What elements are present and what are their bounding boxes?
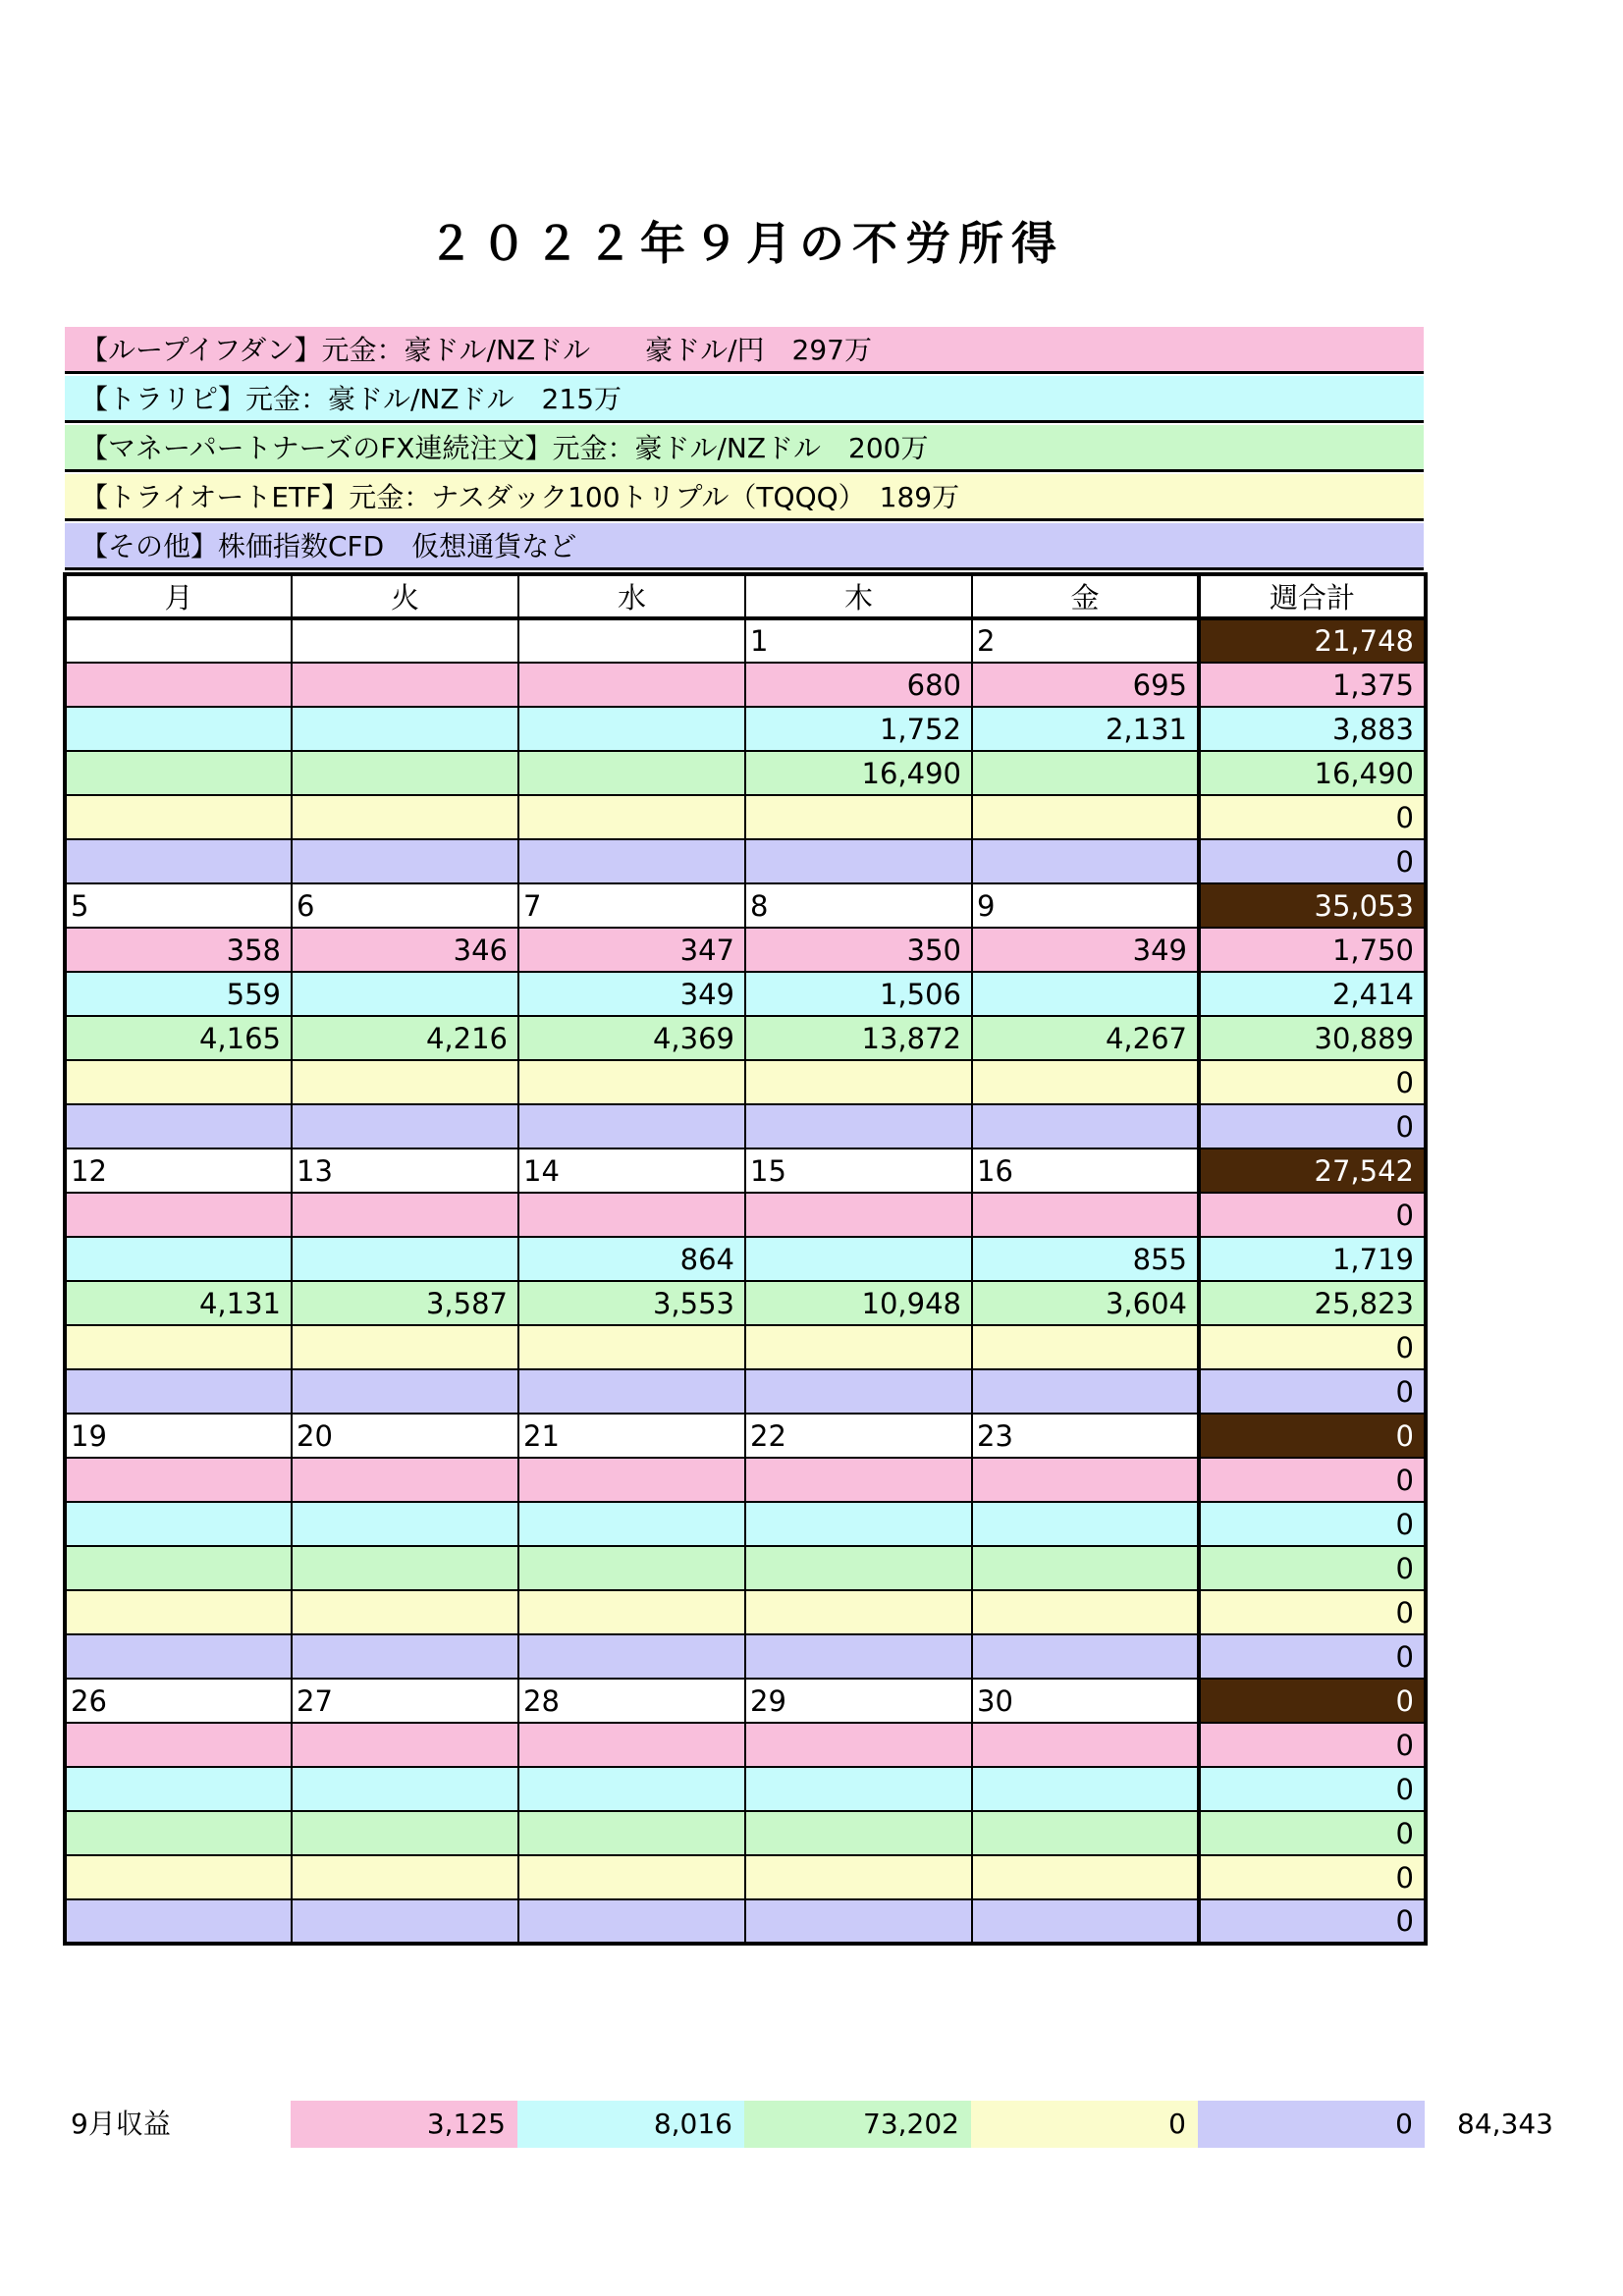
day-number: 9 — [972, 883, 1199, 928]
income-cell: 559 — [65, 972, 292, 1016]
week-date-row — [65, 1148, 1426, 1193]
income-cell — [972, 1193, 1199, 1237]
income-cell: 680 — [745, 663, 972, 707]
income-cell: 3,604 — [972, 1281, 1199, 1325]
week-date-row — [65, 618, 1426, 663]
income-cell — [292, 1767, 518, 1811]
income-cell — [972, 1723, 1199, 1767]
week-total-cell: 21,748 — [1199, 618, 1426, 663]
income-cell — [65, 1458, 292, 1502]
strategy-income-row — [65, 972, 1426, 1016]
income-cell: 16,490 — [745, 751, 972, 795]
income-cell: 358 — [65, 928, 292, 972]
strategy-week-total-cell: 30,889 — [1199, 1016, 1426, 1060]
income-cell — [292, 1811, 518, 1855]
income-cell — [745, 839, 972, 883]
strategy-income-row — [65, 839, 1426, 883]
income-cell — [292, 1369, 518, 1414]
monthly-strategy-total: 8,016 — [517, 2101, 744, 2148]
income-cell — [972, 1502, 1199, 1546]
strategy-week-total-cell: 0 — [1199, 1546, 1426, 1590]
income-cell — [518, 1899, 745, 1944]
day-number: 22 — [745, 1414, 972, 1458]
strategy-week-total-cell: 0 — [1199, 1811, 1426, 1855]
day-number: 26 — [65, 1679, 292, 1723]
income-cell: 4,369 — [518, 1016, 745, 1060]
strategy-week-total-cell: 0 — [1199, 1855, 1426, 1899]
income-cell — [518, 1104, 745, 1148]
income-cell — [65, 751, 292, 795]
income-cell: 2,131 — [972, 707, 1199, 751]
strategy-income-row — [65, 1502, 1426, 1546]
income-cell — [972, 751, 1199, 795]
income-cell — [65, 1325, 292, 1369]
weekday-header: 火 — [292, 574, 518, 618]
income-cell — [292, 707, 518, 751]
income-cell — [518, 1723, 745, 1767]
income-cell — [65, 1060, 292, 1104]
income-cell: 4,216 — [292, 1016, 518, 1060]
income-cell — [745, 1237, 972, 1281]
strategy-income-row — [65, 1104, 1426, 1148]
income-cell — [65, 1237, 292, 1281]
income-cell — [518, 1590, 745, 1634]
week-total-cell: 35,053 — [1199, 883, 1426, 928]
strategy-income-row — [65, 795, 1426, 839]
strategy-week-total-cell: 0 — [1199, 795, 1426, 839]
income-cell — [518, 839, 745, 883]
strategy-week-total-cell: 0 — [1199, 1193, 1426, 1237]
strategy-income-row — [65, 1546, 1426, 1590]
income-cell — [292, 1723, 518, 1767]
strategy-income-row — [65, 1325, 1426, 1369]
strategy-income-row — [65, 1193, 1426, 1237]
monthly-strategy-total: 0 — [1198, 2101, 1425, 2148]
strategy-income-row — [65, 1060, 1426, 1104]
income-cell — [745, 1369, 972, 1414]
income-cell — [745, 1811, 972, 1855]
day-number: 8 — [745, 883, 972, 928]
strategy-week-total-cell: 1,750 — [1199, 928, 1426, 972]
income-cell — [518, 1546, 745, 1590]
income-cell — [518, 1458, 745, 1502]
strategy-week-total-cell: 2,414 — [1199, 972, 1426, 1016]
day-number: 13 — [292, 1148, 518, 1193]
income-cell — [292, 1855, 518, 1899]
income-cell: 346 — [292, 928, 518, 972]
income-cell: 4,165 — [65, 1016, 292, 1060]
income-cell — [65, 1546, 292, 1590]
income-cell — [65, 707, 292, 751]
day-number: 20 — [292, 1414, 518, 1458]
income-cell: 864 — [518, 1237, 745, 1281]
income-cell — [518, 1502, 745, 1546]
strategy-income-row — [65, 1237, 1426, 1281]
page-title: ２０２２年９月の不労所得 — [428, 217, 1064, 270]
income-cell — [292, 1546, 518, 1590]
income-cell — [745, 1634, 972, 1679]
income-cell — [745, 1899, 972, 1944]
income-cell — [745, 1855, 972, 1899]
legend-item: 【トラリピ】元金：豪ドル/NZドル 215万 — [65, 376, 1424, 423]
income-cell — [972, 1369, 1199, 1414]
weekday-header: 月 — [65, 574, 292, 618]
income-cell — [972, 1458, 1199, 1502]
income-cell — [518, 751, 745, 795]
income-cell — [972, 839, 1199, 883]
income-cell — [972, 1590, 1199, 1634]
strategy-week-total-cell: 25,823 — [1199, 1281, 1426, 1325]
income-cell — [972, 1060, 1199, 1104]
income-cell: 347 — [518, 928, 745, 972]
income-cell — [292, 1060, 518, 1104]
strategy-income-row — [65, 663, 1426, 707]
monthly-strategy-total: 0 — [971, 2101, 1198, 2148]
weekday-header: 週合計 — [1199, 574, 1426, 618]
week-total-cell: 0 — [1199, 1679, 1426, 1723]
income-cell — [745, 1502, 972, 1546]
day-number: 21 — [518, 1414, 745, 1458]
income-cell: 3,553 — [518, 1281, 745, 1325]
strategy-week-total-cell: 0 — [1199, 1899, 1426, 1944]
day-number — [65, 618, 292, 663]
week-date-row — [65, 1679, 1426, 1723]
day-number: 1 — [745, 618, 972, 663]
income-cell — [292, 1104, 518, 1148]
day-number: 30 — [972, 1679, 1199, 1723]
day-number: 16 — [972, 1148, 1199, 1193]
income-cell — [972, 1899, 1199, 1944]
income-cell — [292, 1899, 518, 1944]
income-cell — [65, 1634, 292, 1679]
strategy-income-row — [65, 1855, 1426, 1899]
strategy-income-row — [65, 1634, 1426, 1679]
income-cell — [65, 795, 292, 839]
strategy-week-total-cell: 0 — [1199, 1502, 1426, 1546]
income-cell — [292, 839, 518, 883]
income-cell: 1,506 — [745, 972, 972, 1016]
weekday-header: 木 — [745, 574, 972, 618]
income-cell — [745, 1325, 972, 1369]
day-number: 14 — [518, 1148, 745, 1193]
strategy-week-total-cell: 0 — [1199, 1369, 1426, 1414]
income-cell: 10,948 — [745, 1281, 972, 1325]
income-cell: 1,752 — [745, 707, 972, 751]
day-number: 19 — [65, 1414, 292, 1458]
strategy-week-total-cell: 0 — [1199, 1458, 1426, 1502]
income-cell — [745, 1104, 972, 1148]
monthly-strategy-total: 73,202 — [744, 2101, 971, 2148]
income-cell — [518, 1325, 745, 1369]
strategy-income-row — [65, 1899, 1426, 1944]
day-number: 2 — [972, 618, 1199, 663]
strategy-income-row — [65, 1590, 1426, 1634]
strategy-income-row — [65, 1281, 1426, 1325]
week-total-cell: 27,542 — [1199, 1148, 1426, 1193]
week-total-cell: 0 — [1199, 1414, 1426, 1458]
day-number: 29 — [745, 1679, 972, 1723]
income-cell — [972, 1811, 1199, 1855]
day-number: 27 — [292, 1679, 518, 1723]
income-cell: 695 — [972, 663, 1199, 707]
income-cell — [65, 1193, 292, 1237]
income-cell — [745, 1458, 972, 1502]
monthly-income-label: 9月収益 — [71, 2108, 171, 2140]
income-cell — [292, 795, 518, 839]
income-cell: 4,131 — [65, 1281, 292, 1325]
day-number: 15 — [745, 1148, 972, 1193]
strategy-income-row — [65, 1369, 1426, 1414]
income-cell — [65, 1369, 292, 1414]
income-cell — [745, 1193, 972, 1237]
income-cell: 3,587 — [292, 1281, 518, 1325]
day-number: 23 — [972, 1414, 1199, 1458]
income-cell: 855 — [972, 1237, 1199, 1281]
monthly-strategy-total: 3,125 — [291, 2101, 517, 2148]
income-cell — [65, 1767, 292, 1811]
strategy-income-row — [65, 928, 1426, 972]
legend-item: 【ループイフダン】元金：豪ドル/NZドル 豪ドル/円 297万 — [65, 327, 1424, 374]
income-cell — [972, 795, 1199, 839]
income-cell — [65, 663, 292, 707]
income-cell — [518, 1193, 745, 1237]
day-number — [292, 618, 518, 663]
income-cell — [518, 1855, 745, 1899]
income-cell — [518, 795, 745, 839]
strategy-income-row — [65, 1723, 1426, 1767]
strategy-week-total-cell: 0 — [1199, 839, 1426, 883]
income-cell — [972, 1855, 1199, 1899]
legend-item: 【トライオートETF】元金：ナスダック100トリプル（TQQQ） 189万 — [65, 474, 1424, 521]
income-cell — [745, 1546, 972, 1590]
income-cell — [518, 1634, 745, 1679]
strategy-income-row — [65, 1767, 1426, 1811]
income-cell — [972, 1325, 1199, 1369]
income-cell: 4,267 — [972, 1016, 1199, 1060]
income-cell — [292, 1590, 518, 1634]
income-cell — [518, 707, 745, 751]
strategy-income-row — [65, 1458, 1426, 1502]
income-cell — [518, 1369, 745, 1414]
income-cell — [65, 1899, 292, 1944]
legend-item: 【その他】株価指数CFD 仮想通貨など — [65, 523, 1424, 570]
income-cell — [65, 1502, 292, 1546]
day-number: 6 — [292, 883, 518, 928]
income-cell — [745, 1590, 972, 1634]
weekday-header: 金 — [972, 574, 1199, 618]
strategy-week-total-cell: 1,375 — [1199, 663, 1426, 707]
day-number — [518, 618, 745, 663]
income-cell: 13,872 — [745, 1016, 972, 1060]
strategy-week-total-cell: 0 — [1199, 1590, 1426, 1634]
strategy-week-total-cell: 0 — [1199, 1723, 1426, 1767]
strategy-week-total-cell: 0 — [1199, 1104, 1426, 1148]
income-cell — [518, 1060, 745, 1104]
income-cell — [65, 839, 292, 883]
income-cell — [292, 1634, 518, 1679]
income-cell: 349 — [518, 972, 745, 1016]
income-cell — [292, 1458, 518, 1502]
strategy-week-total-cell: 0 — [1199, 1325, 1426, 1369]
strategy-week-total-cell: 0 — [1199, 1060, 1426, 1104]
strategy-week-total-cell: 0 — [1199, 1634, 1426, 1679]
strategy-week-total-cell: 16,490 — [1199, 751, 1426, 795]
strategy-income-row — [65, 707, 1426, 751]
income-cell — [292, 1193, 518, 1237]
income-cell — [518, 1767, 745, 1811]
monthly-income-total: 84,343 — [1457, 2108, 1553, 2140]
strategy-income-row — [65, 751, 1426, 795]
income-cell — [65, 1855, 292, 1899]
income-cell — [518, 1811, 745, 1855]
week-date-row — [65, 883, 1426, 928]
income-cell — [972, 1634, 1199, 1679]
legend-item: 【マネーパートナーズのFX連続注文】元金：豪ドル/NZドル 200万 — [65, 425, 1424, 472]
week-date-row — [65, 1414, 1426, 1458]
income-calendar-table — [63, 572, 1428, 1946]
income-cell — [292, 1502, 518, 1546]
strategy-week-total-cell: 1,719 — [1199, 1237, 1426, 1281]
income-cell — [292, 972, 518, 1016]
strategy-income-row — [65, 1811, 1426, 1855]
income-cell — [292, 1325, 518, 1369]
income-cell: 350 — [745, 928, 972, 972]
weekday-header: 水 — [518, 574, 745, 618]
income-cell — [745, 1723, 972, 1767]
income-cell — [292, 663, 518, 707]
income-cell — [745, 1767, 972, 1811]
day-number: 28 — [518, 1679, 745, 1723]
income-cell: 349 — [972, 928, 1199, 972]
income-cell — [65, 1590, 292, 1634]
income-cell — [745, 795, 972, 839]
strategy-week-total-cell: 0 — [1199, 1767, 1426, 1811]
income-cell — [65, 1723, 292, 1767]
income-cell — [972, 972, 1199, 1016]
income-cell — [972, 1767, 1199, 1811]
income-cell — [518, 663, 745, 707]
day-number: 7 — [518, 883, 745, 928]
income-cell — [65, 1811, 292, 1855]
income-cell — [972, 1104, 1199, 1148]
income-cell — [292, 751, 518, 795]
strategy-week-total-cell: 3,883 — [1199, 707, 1426, 751]
day-number: 5 — [65, 883, 292, 928]
income-cell — [65, 1104, 292, 1148]
income-cell — [292, 1237, 518, 1281]
income-cell — [972, 1546, 1199, 1590]
income-cell — [745, 1060, 972, 1104]
day-number: 12 — [65, 1148, 292, 1193]
strategy-income-row — [65, 1016, 1426, 1060]
